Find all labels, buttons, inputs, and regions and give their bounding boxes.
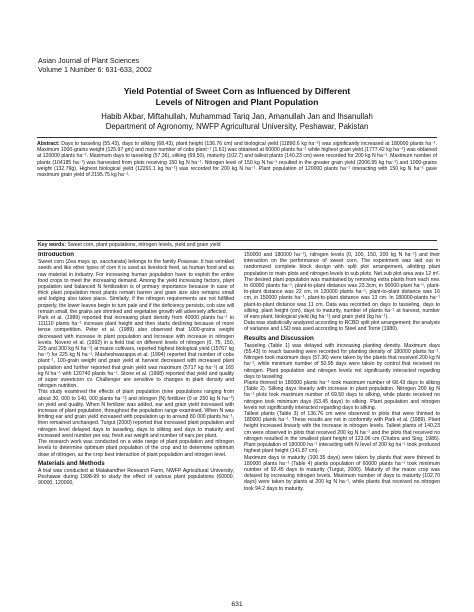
right-column — [244, 252, 440, 602]
keywords-label: Key words: — [38, 242, 66, 248]
journal-name: Asian Journal of Plant Sciences — [38, 56, 140, 65]
intro-paragraph-2: Park et al. (1989) reported that increasing plant density from 40000 plants ha⁻¹ to 111110 plants ha⁻¹ increase plant height and then starts declining because of more tense competition. Peter et al. (1989) also observed that 1000-grains weight decreased with increase in plant population and increase with increase in nitrogen levels. Novero et al. (1992) in a field trial on different levels of nitrogen (0, 75, 150, 225 and 300 kg N ha⁻¹) at maize cultivars, reported highest biological yield (15767 kg ha⁻¹) for 225 kg N ha⁻¹. Masheshwarappa et al. (1994) reported that number of cobs plant⁻¹, 100-grain weight and grain yield at harvest decreased with increased plant population and further reported that grain yield was maximum (5717 kg ha⁻¹) at 165 kg N ha⁻¹ with 120740 plants ha⁻¹. Stone et al. (1998) reported that yield and quality of super sweetcorn cv. Challenger are sensitive to changes in plant density and nitrogen nutrition. — [38, 315, 234, 390]
results-paragraph-4: Maximum days to maturity (100.35 days) were taken by plants that were thinned to 180000 plants ha⁻¹ (Table 4) plants population of 60000 plants ha⁻¹ took minimum number of 92.45 days to maturity (Turgut, 2000). Maturity of the maize crop was delayed by increasing nitrogen levels. Maximum number of days to maturity (102.70 days) were taken by plants at 200 kg N ha⁻¹, while plants that received no nitrogen took 94.2 days to maturity. — [244, 454, 440, 492]
left-column — [38, 252, 234, 597]
intro-paragraph-3: This study examined the effects of plant population (nine populations ranging from about 30, 000 to 140, 000 plants ha⁻¹) and nitrogen (N) fertilizer (0 or 250 kg N ha⁻¹) on yield and quality. When N fertilizer was added, ear and grain yield increased with increase of plant population, throughout the population range examined. When N was limiting ear and grain yield increased with population up to around 80 000 plants ha⁻¹, then remained unchanged. Turgut (2000) reported that increased plant population and nitrogen level delayed days to tasseling, days to silking and days to maturity and increased seed number per ear, fresh ear weight and number of ears per plant. — [38, 389, 234, 439]
abstract-text: Days to tasseling (55.43), days to silking (68.43), plant height (136.76 cm) and biological yield (11890.6 kg ha⁻¹) was significantly increased at 180000 plants ha⁻¹. Maximum 1000-grains weight (125.97 gm) and more number of cobs plant⁻¹ (1.61) was obtained at 60000 plants ha⁻¹ while highest grain yield (1777.42 kg ha⁻¹) was obtained at 120000 plants ha⁻¹. Maximum days to tasseling (57.36), silking (69.50), maturity (102.7) and tallest plants (140.23 cm) were recorded for 200 kg N ha⁻¹. Maximum number of plants (104185 ha⁻¹) was harvested from plots receiving 150 kg N ha⁻¹. Nitrogen level of 150 kg N ha⁻¹ resulted in the greater grain yield (2006.95 kg ha⁻¹) and 1000-grains weight (132.79g). Highest biological yield (12291.1 kg ha⁻¹) was recorded for 200 kg N ha⁻¹. Plant population of 120000 plants ha⁻¹ interacting with 150 kg N ha⁻¹ gave maximum grain yield of 2195.75 kg ha⁻¹. — [37, 141, 437, 179]
title-line-1: Yield Potential of Sweet Corn as Influenced by Different — [123, 86, 351, 96]
keywords — [38, 241, 438, 250]
intro-heading: Introduction — [38, 252, 75, 258]
paper-title — [44, 86, 430, 107]
intro-paragraph-4: The research work was conducted on a wide range of plant population and nitrogen levels to determine optimum plant population of the crop and to determine optimum dose of nitrogen, as the crop best interaction of plant population and nitrogen level. — [38, 439, 234, 458]
results-paragraph-1: Tasseling (Table 1) was delayed with increasing planting density. Maximum days (55.43) to reach tasseling were recorded for planting density of 180000 plants ha⁻¹. Nitrogen took maximum days (57.36) were taken by the plants that received 200 kg N ha⁻¹, while minimum number of 50.95 days were taken by control that received no nitrogen. Plant population and nitrogen levels not significantly interacted regarding days to tasseling. — [244, 342, 440, 380]
title-line-2: Levels of Nitrogen and Plant Population — [155, 96, 319, 107]
author-names: Habib Akbar, Miftahullah, Muhammad Tariq Jan, Amanullah Jan and Ihsanullah — [101, 112, 373, 121]
abstract-label: Abstract: — [37, 141, 60, 147]
abstract — [37, 137, 437, 241]
keywords-text: Sweet corn, plant populations, nitrogen levels, yield and grain yield — [67, 242, 221, 248]
methods-paragraph-3: Data was statistically analyzed according to RCBD split plot arrangement; the analysis of variance and LSD was used according to Steel and Torrie (1980). — [244, 320, 440, 333]
results-heading: Results and Discussion — [244, 334, 314, 342]
journal-volume: Volume 1 Number 6: 631-633, 2002 — [38, 65, 152, 74]
methods-paragraph-2: 150000 and 180000 ha⁻¹), nitrogen levels (0, 100, 150, 200 kg N ha⁻¹) and their interaction on the performance of sweet corn. The experiment was laid out in randomized complete block design with split plot arrangement, allotting plant population to main plots and nitrogen levels to sub plots. Net sub plot area was 12 m². The desired plant population was maintained by removing extra plants from each row. In 60000 plants ha⁻¹, plant-to-plant distance was 23.3cm, in 90000-plant ha⁻¹, plant-to-plant distance was 22 cm, in 120000 plants ha⁻¹, plant-to-plant distance was 16 cm, in 150000 plants ha⁻¹, plant-to-plant distance was 13 cm. In 180000-plants ha⁻¹ plant-to-plant distance was 11 cm. Data was recorded on days to tasseling, days to silking, plant height (cm), days to maturity, number of plants ha⁻¹ at harvest, number of ears plant, biological yield (kg ha⁻¹) and grain yield (kg ha⁻¹). — [244, 252, 440, 321]
journal-header — [38, 56, 438, 74]
author-affiliation: Department of Agronomy, NWFP Agricultural University, Peshawar, Pakistan — [105, 122, 369, 131]
results-paragraph-3: Tallest plants (Table 3) of 136.76 cm were observed in plots that were thinned to 180000 plants ha⁻¹. These results are not in conformity with Park et al. (1989). Plant height increased linearly with the increase in nitrogen levels. Tallest plants of 140.23 cm were observed in plots that received 200 kg N ha⁻¹ and the plots that received no nitrogen resulted in the smallest plant height of 123.96 cm (Chabra and Sing, 1986). Plant population of 180000 ha⁻¹ interacting with N level of 200 kg ha⁻¹ took produced highest plant height (141.87 cm). — [244, 411, 440, 455]
page-number: 631 — [231, 601, 243, 608]
methods-heading: Materials and Methods — [38, 459, 105, 467]
author-block — [44, 112, 430, 132]
methods-paragraph-1: A trial was conducted at Malakandher Research Farm, NWFP Agricultural University, Peshawar during 1998-99 to study the effect of various plant populations (60000, 90000, 120000, — [38, 467, 234, 487]
results-paragraph-2: Plants thinned to 180000 plants ha⁻¹ took maximum number of 68.43 days to silking (Table 2). Silking days linearly with increase in plant population. Nitrogen 200 kg N ha⁻¹ plots took maximum number of 69.50 days to silking, while plants received no nitrogen took minimum days (63.45 days) to silking. Plant population and nitrogen levels not significantly interacted regarding days to silking. — [244, 380, 440, 411]
intro-paragraph-1: Sweet corn (Zea mays sp. saccharata) belongs to the family Poaceae. It has wrinkled seeds and like other types of corn it is used as livestock feed, as human food and as raw material in industry. For increasing human population have to exploit the entire food crops to meet the increasing demand. Among the yield increasing factors, plant population and balanced N fertilization is of primary importance because in case of thick plant population most plants remain barren and grain size also remains small and lodging also takes place. Similarly, if the nitrogen requirements are not fulfilled properly, the lower leaves begin to turn pale and if the deficiency persists, cob size will remain small, the grains are shrinked and vegetative growth will adversely affected. — [38, 259, 234, 315]
